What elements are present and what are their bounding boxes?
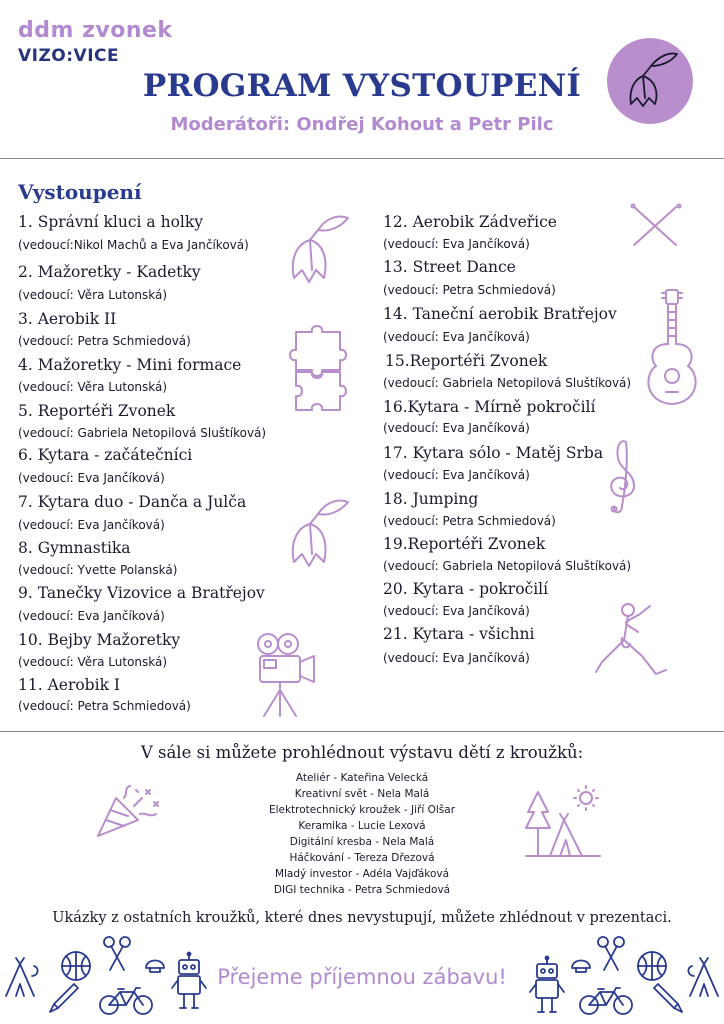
- program-divider: [0, 731, 724, 732]
- program-item: 6. Kytara - začátečníci: [18, 446, 193, 464]
- basketball-icon: [60, 950, 92, 982]
- program-leader: (vedoucí: Gabriela Netopilová Sluštíková): [18, 426, 267, 440]
- program-item: 7. Kytara duo - Danča a Julča: [18, 493, 247, 511]
- program-item: 13. Street Dance: [383, 258, 516, 276]
- brand-name: ddm zvonek: [18, 18, 173, 43]
- exhibition-item: DIGI technika - Petra Schmiedová: [273, 884, 451, 896]
- program-item: 15.Reportéři Zvonek: [385, 352, 548, 370]
- program-item: 16.Kytara - Mírně pokročilí: [383, 398, 596, 416]
- robot-icon: [530, 956, 564, 1016]
- bicycle-icon: [98, 986, 154, 1016]
- program-item: 8. Gymnastika: [18, 539, 131, 557]
- exhibition-item: Háčkování - Tereza Dřezová: [289, 852, 435, 864]
- program-leader: (vedoucí: Eva Jančíková): [383, 330, 530, 344]
- bell-flower-icon: [282, 494, 352, 572]
- program-leader: (vedoucí: Petra Schmiedová): [383, 514, 556, 528]
- program-item: 14. Taneční aerobik Bratřejov: [383, 305, 617, 323]
- exhibition-item: Kreativní svět - Nela Malá: [294, 788, 430, 800]
- program-item: 9. Tanečky Vizovice a Bratřejov: [18, 584, 265, 602]
- program-leader: (vedoucí: Yvette Polanská): [18, 563, 178, 577]
- program-leader: (vedoucí: Eva Jančíková): [383, 604, 530, 618]
- program-item: 18. Jumping: [383, 490, 479, 508]
- program-item: 3. Aerobik II: [18, 310, 117, 328]
- program-item: 20. Kytara - pokročilí: [383, 580, 549, 598]
- program-leader: (vedoucí: Eva Jančíková): [18, 518, 165, 532]
- program-item: 11. Aerobik I: [18, 676, 121, 694]
- helmet-icon: [570, 954, 592, 974]
- scissors-icon: [102, 936, 132, 972]
- program-leader: (vedoucí: Eva Jančíková): [18, 471, 165, 485]
- bell-flower-icon: [282, 210, 352, 288]
- logo-badge: [607, 38, 693, 124]
- bicycle-icon: [578, 986, 634, 1016]
- program-leader: (vedoucí: Eva Jančíková): [383, 237, 530, 251]
- drumsticks-icon: [630, 203, 682, 249]
- program-leader: (vedoucí: Petra Schmiedová): [18, 334, 191, 348]
- robot-icon: [172, 952, 206, 1012]
- program-item: 17. Kytara sólo - Matěj Srba: [383, 444, 604, 462]
- camp-tent-icon: [524, 784, 604, 860]
- program-leader: (vedoucí: Eva Jančíková): [383, 651, 530, 665]
- bell-flower-icon: [621, 48, 681, 114]
- program-item: 2. Mažoretky - Kadetky: [18, 263, 201, 281]
- program-leader: (vedoucí:Nikol Machů a Eva Jančíková): [18, 238, 249, 252]
- exhibition-heading: V sále si můžete prohlédnout výstavu dětí z kroužků:: [140, 743, 584, 762]
- header-divider: [0, 158, 724, 159]
- puzzle-icon: [288, 322, 352, 418]
- program-item: 10. Bejby Mažoretky: [18, 631, 181, 649]
- program-item: 5. Reportéři Zvonek: [18, 402, 176, 420]
- program-heading: Vystoupení: [18, 180, 142, 204]
- camp-tent-icon: [686, 958, 722, 998]
- video-camera-icon: [254, 630, 322, 720]
- program-leader: (vedoucí: Gabriela Netopilová Sluštíková): [383, 376, 632, 390]
- exhibition-list: [212, 770, 512, 898]
- pencil-icon: [652, 982, 686, 1016]
- program-leader: (vedoucí: Věra Lutonská): [18, 655, 168, 669]
- basketball-icon: [636, 950, 668, 982]
- program-item: 12. Aerobik Zádveřice: [383, 213, 557, 231]
- program-item: 19.Reportéři Zvonek: [383, 535, 546, 553]
- program-leader: (vedoucí: Věra Lutonská): [18, 380, 168, 394]
- page-subtitle: Moderátoři: Ondřej Kohout a Petr Pilc: [170, 114, 554, 135]
- brand-town: VIZO:VICE: [18, 46, 120, 66]
- camp-tent-icon: [4, 958, 40, 998]
- program-leader: (vedoucí: Eva Jančíková): [383, 421, 530, 435]
- party-popper-icon: [94, 784, 160, 840]
- exhibition-item: Elektrotechnický kroužek - Jiří Olšar: [268, 804, 456, 816]
- exhibition-item: Ateliér - Kateřina Velecká: [295, 772, 429, 784]
- page-title: PROGRAM VYSTOUPENÍ: [142, 68, 582, 104]
- pencil-icon: [46, 982, 80, 1016]
- program-item: 4. Mažoretky - Mini formace: [18, 356, 242, 374]
- closing-wish: Přejeme příjemnou zábavu!: [217, 965, 507, 989]
- program-item: 1. Správní kluci a holky: [18, 213, 204, 231]
- treble-clef-icon: [602, 436, 642, 518]
- guitar-icon: [640, 288, 712, 408]
- scissors-icon: [596, 936, 626, 972]
- helmet-icon: [144, 954, 166, 974]
- program-leader: (vedoucí: Gabriela Netopilová Sluštíková): [383, 559, 632, 573]
- presentation-note: Ukázky z ostatních kroužků, které dnes nevystupují, můžete zhlédnout v prezentaci.: [52, 910, 672, 926]
- exhibition-item: Keramika - Lucie Lexová: [298, 820, 426, 832]
- exhibition-item: Digitální kresba - Nela Malá: [289, 836, 435, 848]
- program-leader: (vedoucí: Eva Jančíková): [18, 609, 165, 623]
- program-leader: (vedoucí: Eva Jančíková): [383, 468, 530, 482]
- dancer-icon: [594, 600, 674, 684]
- program-leader: (vedoucí: Petra Schmiedová): [18, 699, 191, 713]
- exhibition-item: Mladý investor - Adéla Vajďáková: [274, 868, 450, 880]
- program-item: 21. Kytara - všichni: [383, 625, 535, 643]
- program-leader: (vedoucí: Věra Lutonská): [18, 288, 168, 302]
- program-leader: (vedoucí: Petra Schmiedová): [383, 283, 556, 297]
